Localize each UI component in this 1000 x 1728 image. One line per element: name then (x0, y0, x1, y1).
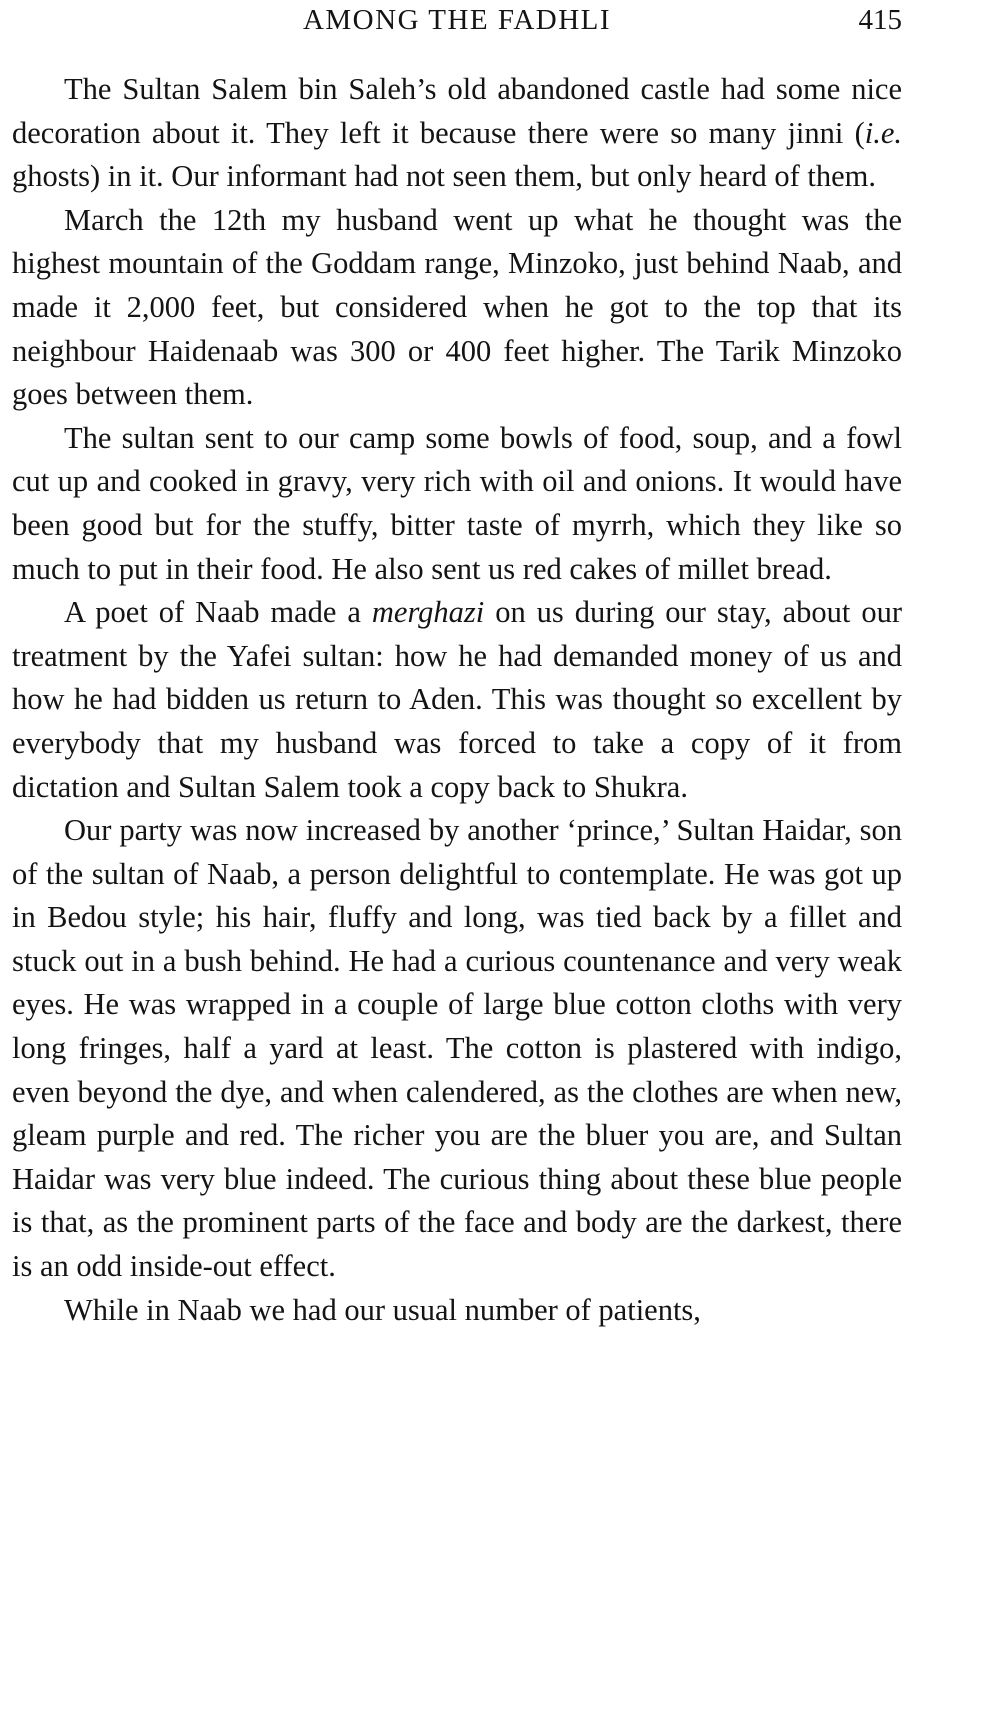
running-head (12, 0, 902, 50)
page-number: 415 (858, 4, 902, 36)
body-text (12, 68, 902, 1332)
italic-ie: i.e. (864, 115, 902, 150)
paragraph-text: on us during our stay, about our treatment by the Yafei sultan: how he had demanded money of us and how he had bidden us return to Aden. This was thought so excellent by everybody that my husband was forced to take a copy of it from dictation and Sultan Salem took a copy back to Shukra. (12, 595, 902, 804)
paragraph-text: A poet of Naab made a (64, 595, 372, 630)
paragraph-poet (12, 591, 902, 809)
paragraph-patients: While in Naab we had our usual number of patients, (64, 1292, 701, 1327)
paragraph-text: ghosts) in it. Our informant had not seen them, but only heard of them. (12, 159, 877, 194)
paragraph-mountain: March the 12th my husband went up what he thought was the highest mountain of the Goddam range, Minzoko, just behind Naab, and made it 2,000 feet, but considered when he got to the top that its neighbour Haidenaab was 300 or 400 feet higher. The Tarik Minzoko goes between them. (12, 202, 902, 412)
italic-merghazi: merghazi (371, 595, 485, 630)
paragraph-castle (12, 68, 902, 199)
paragraph-sultan-haidar: Our party was now increased by another ‘prince,’ Sultan Haidar, son of the sultan of Naab, a person delightful to contemplate. He was got up in Bedou style; his hair, fluffy and long, was tied back by a fillet and stuck out in a bush behind. He had a curious countenance and very weak eyes. He was wrapped in a couple of large blue cotton cloths with very long fringes, half a yard at least. The cotton is plastered with indigo, even beyond the dye, and when calendered, as the clothes are when new, gleam purple and red. The richer you are the bluer you are, and Sultan Haidar was very blue indeed. The curious thing about these blue people is that, as the prominent parts of the face and body are the darkest, there is an odd inside-out effect. (12, 813, 902, 1284)
paragraph-food: The sultan sent to our camp some bowls of food, soup, and a fowl cut up and cooked in gravy, very rich with oil and onions. It would have been good but for the stuffy, bitter taste of myrrh, which they like so much to put in their food. He also sent us red cakes of millet bread. (12, 420, 902, 586)
running-title: AMONG THE FADHLI (302, 4, 612, 36)
paragraph-text: The Sultan Salem bin Saleh’s old abandoned castle had some nice decoration about it. They left it because there were so many jinni ( (12, 72, 902, 150)
book-page (12, 0, 902, 1728)
